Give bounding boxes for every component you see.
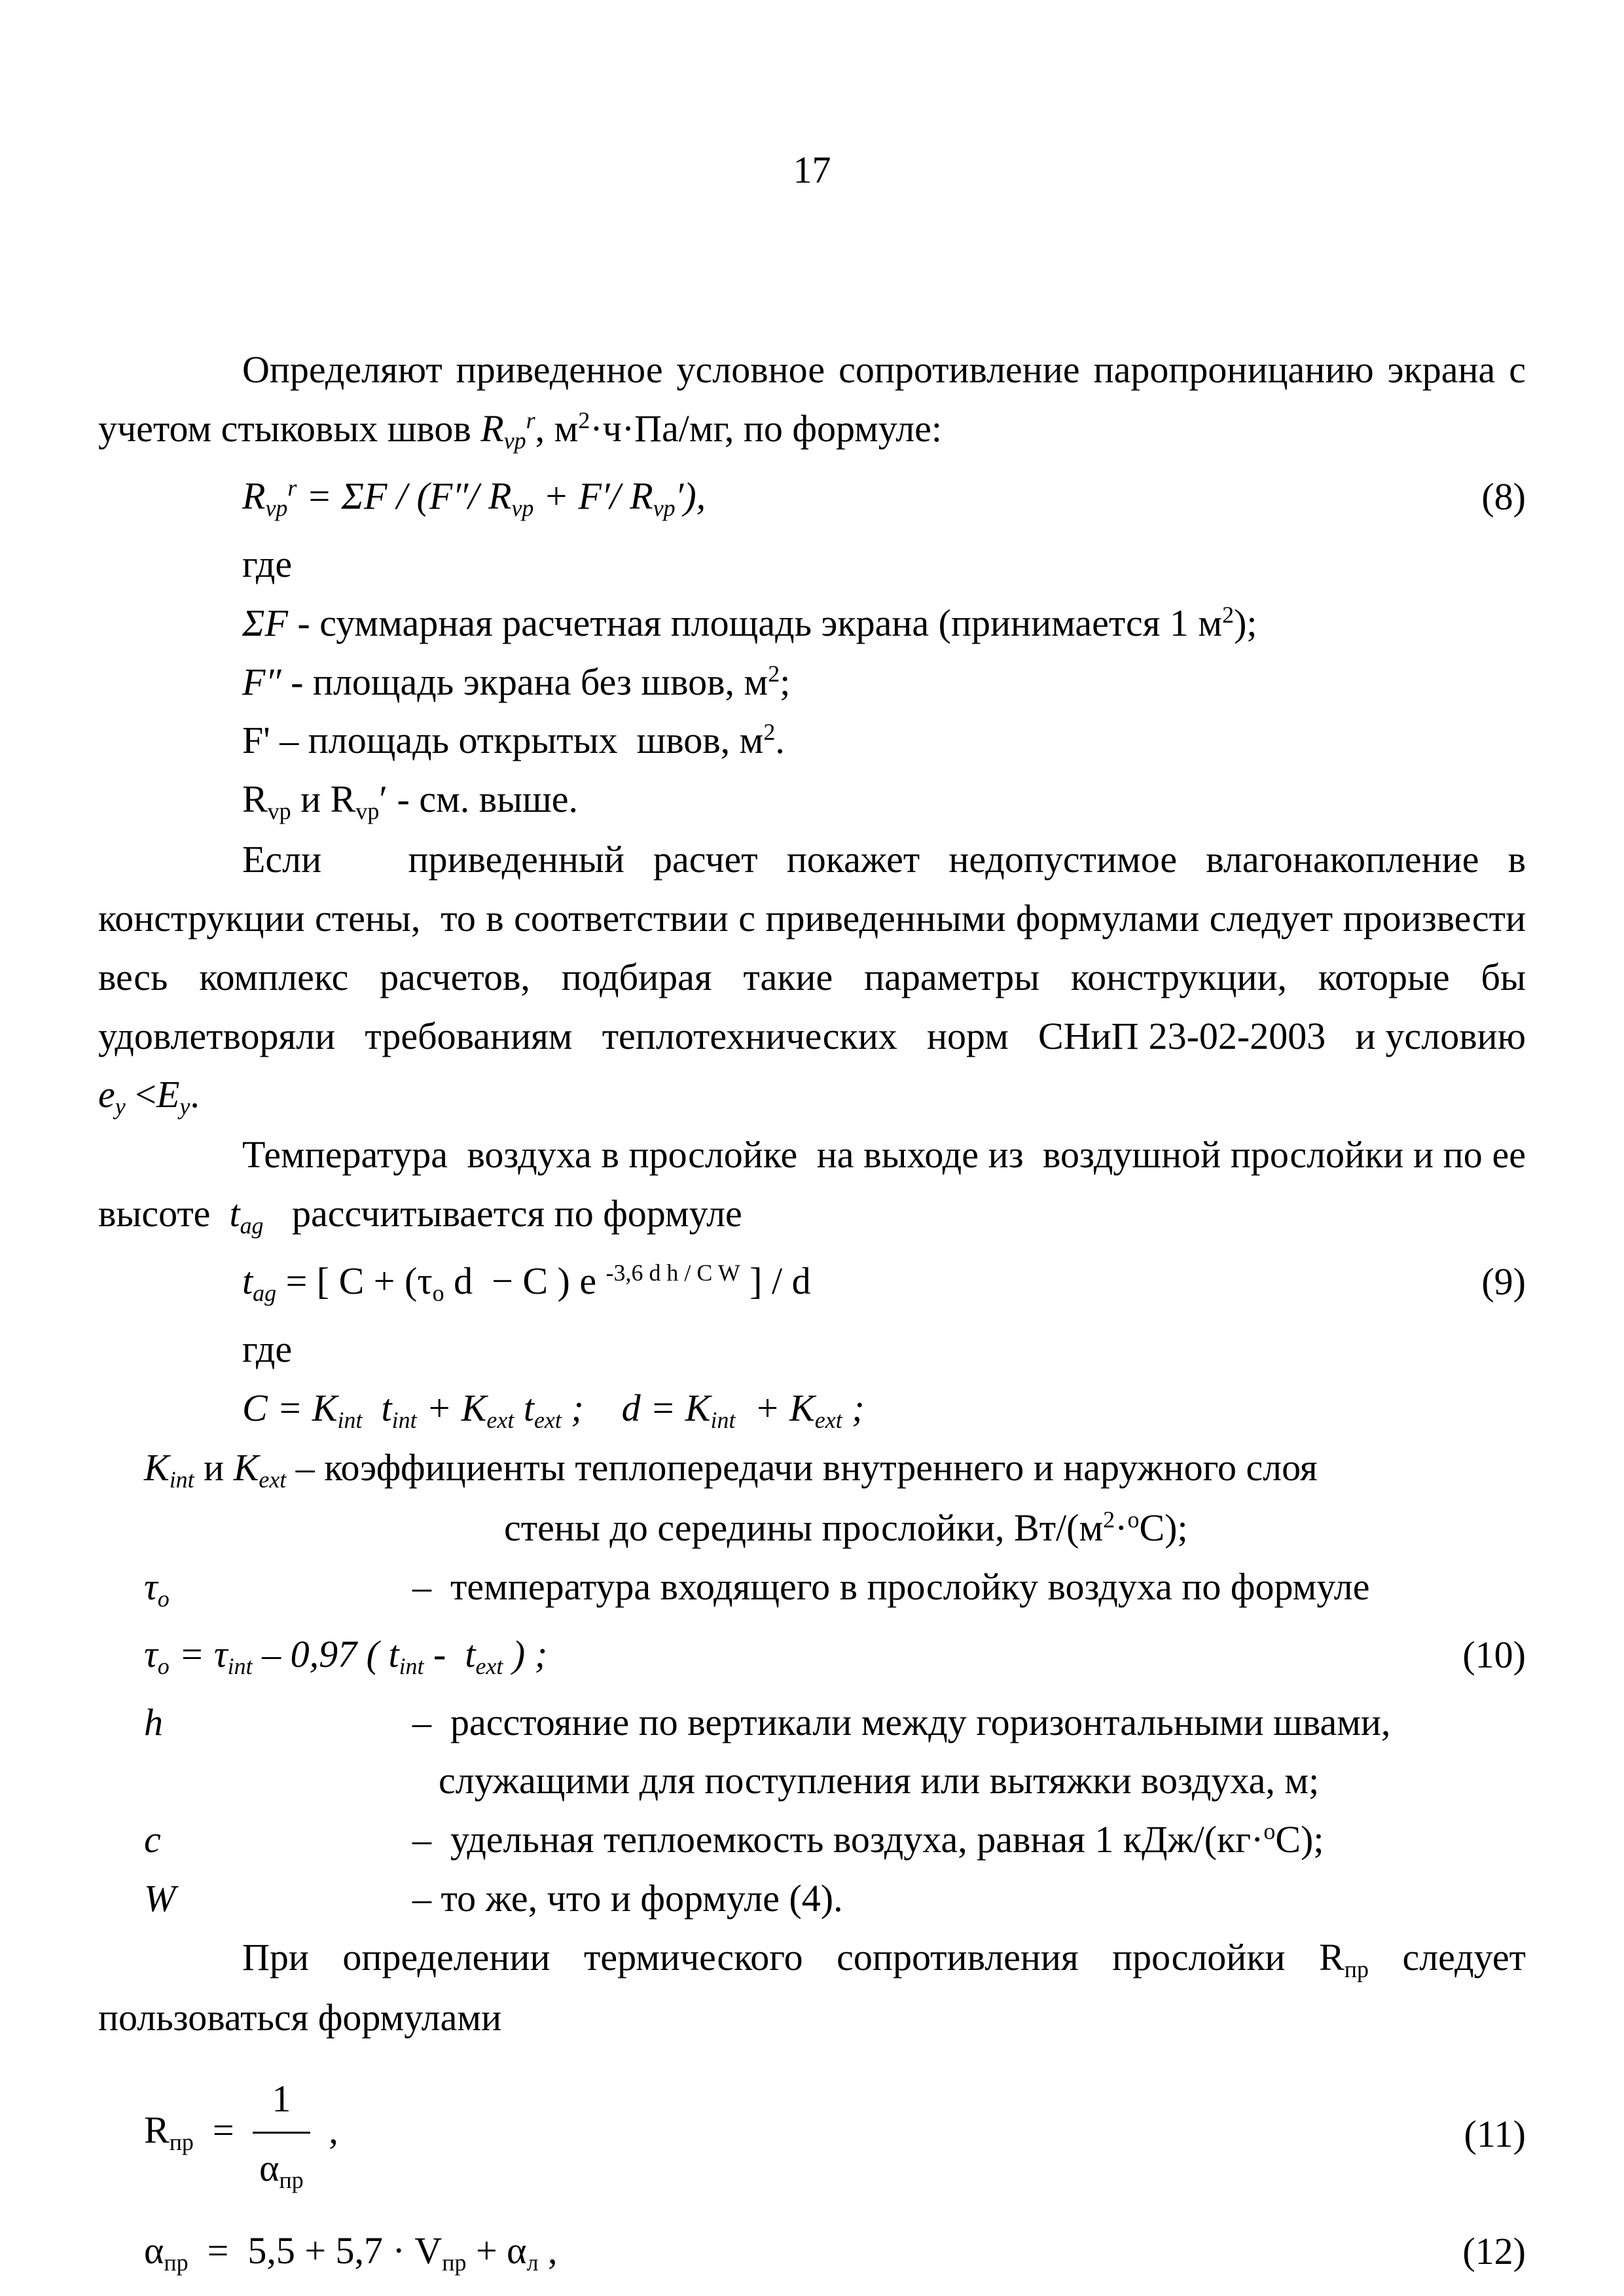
definition-h-term: h [144, 1700, 163, 1743]
definition-tau-row [98, 1558, 1526, 1618]
equation-11-body [144, 2069, 1434, 2199]
definition-kint-kext-line1: $K_{int}$ и $K_{ext}$ – коэффициенты теплопередачи внутреннего и наружного слоя [144, 1446, 1318, 1493]
equation-11-fraction [253, 2069, 310, 2199]
definition-f-prime: F' – площадь открытых швов, $м^2$. [242, 719, 785, 762]
equation-8-number: (8) [1481, 475, 1526, 519]
definition-c-term: c [144, 1818, 161, 1861]
equation-9-body: $t_{ag}$ = [ $C + (\tau_о$ d − C ) e $^{-3,6 d h / C W}$ ] / d [242, 1260, 811, 1307]
definition-h-line2: служащими для поступления или вытяжки воздуха, м; [439, 1759, 1320, 1802]
where-label-2: где [242, 1327, 293, 1370]
equation-12-body: $\alpha_{пр} = 5,5 + 5,7 \cdot V_{пр} + \alpha_л$ , [144, 2229, 558, 2276]
definition-tau-text: – температура входящего в прослойку воздуха по формуле [412, 1565, 1370, 1608]
equation-11-tail: , [319, 2109, 338, 2152]
equation-11 [98, 2069, 1526, 2199]
paragraph-esli: Если приведенный расчет покажет недопустимое влагонакопление в конструкции стены, то в соответствии с приведенными формулами следует произвести весь комплекс расчетов, подбирая такие параметры конструкции, которые бы удовлетворяли требованиям теплотехнических норм СНиП 23-02-2003 и условию $e_y <E_y$. [98, 837, 1526, 1120]
fraction-denominator: $\alpha_{пр}$ [259, 2147, 304, 2194]
equation-12 [98, 2221, 1526, 2282]
definition-tau-term: $\tau_о$ [144, 1565, 170, 1612]
line-c-d-definition: $C = K_{int}$ $t_{int} + K_{ext}$ $t_{ext}$ ; $d = K_{int} + K_{ext}$ ; [242, 1386, 865, 1433]
equation-8 [98, 467, 1526, 527]
definition-h-row [98, 1693, 1526, 1811]
definition-h-text [412, 1693, 1526, 1811]
paragraph-intro: Определяют приведенное условное сопротивление паропроницанию экрана с учетом стыковых швов $R_{vp}^r$, $м^2\cdot ч\cdot Па/мг$, по формуле: [98, 348, 1526, 454]
definition-c-text: – удельная теплоемкость воздуха, равная 1 кДж/(кг·$^о$С); [412, 1818, 1324, 1861]
paragraph-pri-opredelenii: При определении термического сопротивления прослойки $R_{пр}$ следует пользоваться формулами [98, 1936, 1526, 2039]
equation-12-number: (12) [1462, 2229, 1526, 2272]
definition-h-line1: – расстояние по вертикали между горизонтальными швами, [412, 1700, 1391, 1743]
fraction-numerator: 1 [272, 2077, 291, 2120]
definition-f-double-prime: F″ - площадь экрана без швов, $м^2$; [242, 660, 791, 703]
equation-9-number: (9) [1481, 1260, 1526, 1303]
definition-sigma-f: ΣF - суммарная расчетная площадь экрана (принимается 1 $м^2$); [242, 601, 1257, 644]
paragraph-temperatura: Температура воздуха в прослойке на выходе из воздушной прослойки и по ее высоте $t_{ag}$ рассчитывается по формуле [98, 1133, 1526, 1239]
equation-11-number: (11) [1464, 2112, 1526, 2155]
equation-10-body: $\tau_о = \tau_{int} - 0,97$ ( $t_{int} - t_{ext}$ ) ; [144, 1633, 548, 1679]
page-number: 17 [793, 149, 831, 191]
definition-c-row [98, 1810, 1526, 1869]
equation-8-body: $R_{vp}^r = \Sigma F / (F''/$ $R_{vp} + F'/$ $R_{vp}'$), [242, 475, 706, 522]
definition-kint-kext-line2: стены до середины прослойки, $Вт/(м^2\cdot^оС)$; [504, 1506, 1188, 1549]
equation-9 [98, 1252, 1526, 1312]
definition-rvp: $R_{vp}$ и $R_{vp}'$ - см. выше. [242, 778, 579, 825]
equation-10 [98, 1625, 1526, 1685]
equation-10-number: (10) [1462, 1633, 1526, 1676]
definition-w-text: – то же, что и формуле (4). [412, 1877, 843, 1920]
definition-w-term: W [144, 1877, 176, 1920]
equation-11-lhs: $R_{пр}$ = [144, 2109, 244, 2155]
definition-w-row [98, 1869, 1526, 1928]
where-label-1: где [242, 542, 293, 585]
